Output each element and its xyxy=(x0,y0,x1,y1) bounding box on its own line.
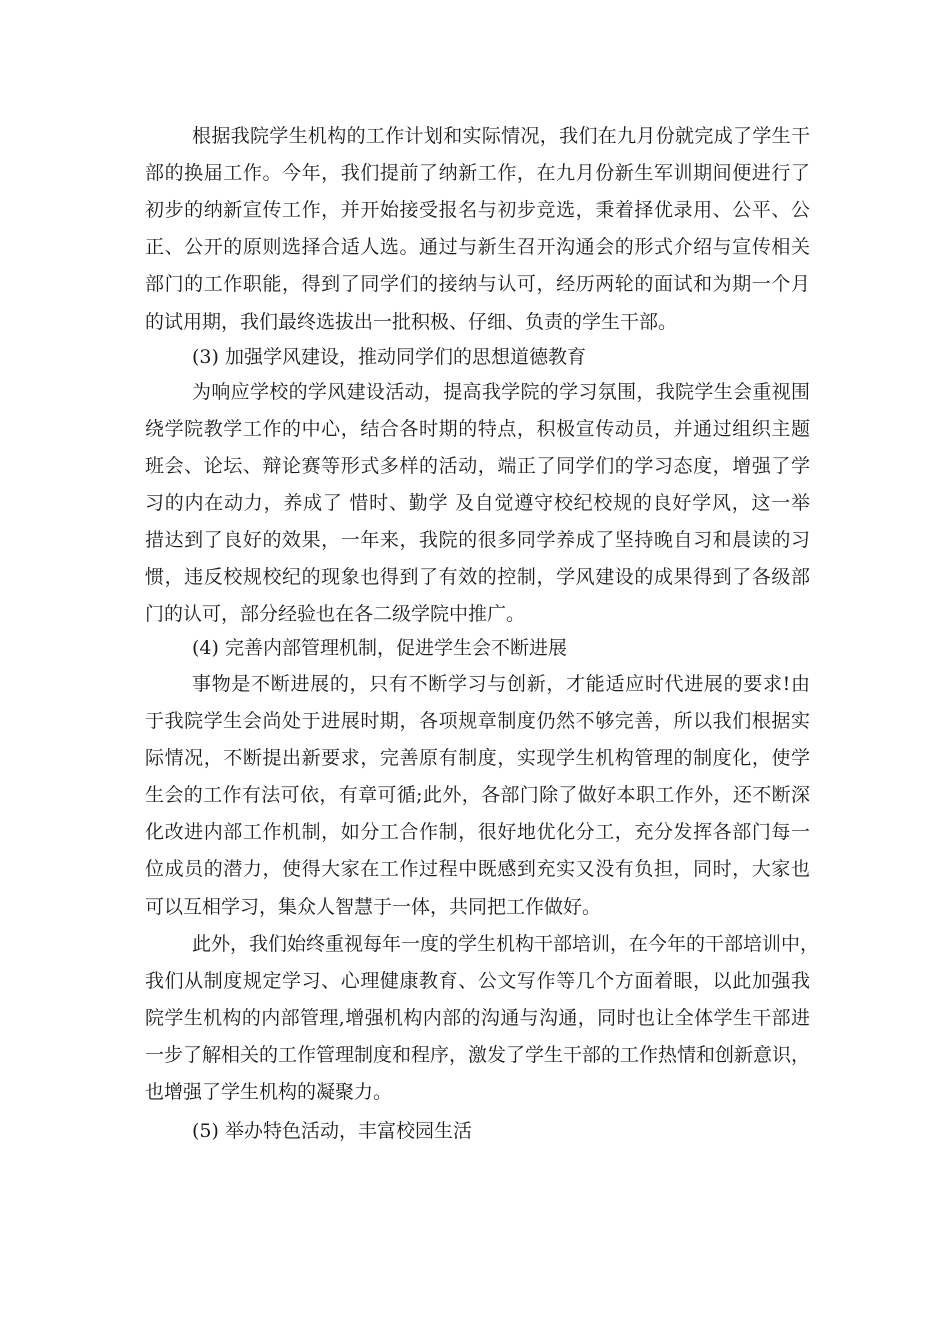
paragraph-1-line-4: 正、公开的原则选择合适人选。通过与新生召开沟通会的形式介绍与宣传相关 xyxy=(145,236,810,258)
paragraph-3-line-2: 于我院学生会尚处于进展时期，各项规章制度仍然不够完善，所以我们根据实 xyxy=(145,710,810,732)
paragraph-2-line-1: 为响应学校的学风建设活动，提高我学院的学习氛围，我院学生会重视围 xyxy=(192,381,810,403)
section-heading-5: (5) 举办特色活动，丰富校园生活 xyxy=(192,1120,472,1142)
paragraph-2-line-4: 习的内在动力，养成了 惜时、勤学 及自觉遵守校纪校规的良好学风，这一举 xyxy=(145,492,810,514)
paragraph-4-line-1: 此外，我们始终重视每年一度的学生机构干部培训，在今年的干部培训中， xyxy=(192,933,820,955)
paragraph-4-line-5: 也增强了学生机构的凝聚力。 xyxy=(145,1081,393,1103)
paragraph-3-line-7: 可以互相学习，集众人智慧于一体，共同把工作做好。 xyxy=(145,896,602,918)
paragraph-1-line-1: 根据我院学生机构的工作计划和实际情况，我们在九月份就完成了学生干 xyxy=(192,125,810,147)
paragraph-1-line-2: 部的换届工作。今年，我们提前了纳新工作，在九月份新生军训期间便进行了 xyxy=(145,162,810,184)
paragraph-4-line-2: 我们从制度规定学习、心理健康教育、公文写作等几个方面着眼，以此加强我 xyxy=(145,970,810,992)
paragraph-3-line-3: 际情况，不断提出新要求，完善原有制度，实现学生机构管理的制度化，使学 xyxy=(145,747,810,769)
section-heading-4: (4) 完善内部管理机制，促进学生会不断进展 xyxy=(192,637,567,659)
paragraph-2-line-7: 门的认可，部分经验也在各二级学院中推广。 xyxy=(145,603,526,625)
paragraph-3-line-1: 事物是不断进展的，只有不断学习与创新，才能适应时代进展的要求!由 xyxy=(192,673,810,695)
paragraph-3-line-5: 化改进内部工作机制，如分工合作制，很好地优化分工，充分发挥各部门每一 xyxy=(145,821,810,843)
paragraph-4-line-4: 一步了解相关的工作管理制度和程序，激发了学生干部的工作热情和创新意识， xyxy=(145,1044,811,1066)
paragraph-1-line-3: 初步的纳新宣传工作，并开始接受报名与初步竞选，秉着择优录用、公平、公 xyxy=(145,199,810,221)
paragraph-2-line-6: 惯，违反校规校纪的现象也得到了有效的控制，学风建设的成果得到了各级部 xyxy=(145,566,810,588)
paragraph-1-line-6: 的试用期，我们最终选拔出一批积极、仔细、负责的学生干部。 xyxy=(145,311,678,333)
paragraph-1-line-5: 部门的工作职能，得到了同学们的接纳与认可，经历两轮的面试和为期一个月 xyxy=(145,273,810,295)
paragraph-2-line-2: 绕学院教学工作的中心，结合各时期的特点，积极宣传动员，并通过组织主题 xyxy=(145,418,810,440)
paragraph-4-line-3: 院学生机构的内部管理,增强机构内部的沟通与沟通，同时也让全体学生干部进 xyxy=(145,1007,810,1029)
section-heading-3: (3) 加强学风建设，推动同学们的思想道德教育 xyxy=(192,346,586,368)
paragraph-2-line-5: 措达到了良好的效果，一年来，我院的很多同学养成了坚持晚自习和晨读的习 xyxy=(145,529,810,551)
paragraph-2-line-3: 班会、论坛、辩论赛等形式多样的活动，端正了同学们的学习态度，增强了学 xyxy=(145,455,810,477)
paragraph-3-line-6: 位成员的潜力，使得大家在工作过程中既感到充实又没有负担，同时，大家也 xyxy=(145,858,810,880)
paragraph-3-line-4: 生会的工作有法可依，有章可循;此外，各部门除了做好本职工作外，还不断深 xyxy=(145,784,810,806)
